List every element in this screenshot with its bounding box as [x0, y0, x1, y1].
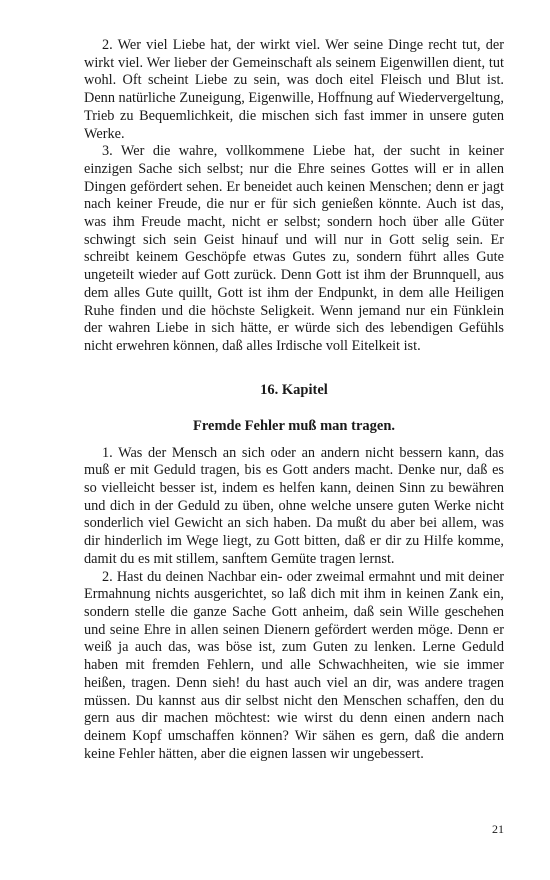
paragraph-1-patience: 1. Was der Mensch an sich oder an andern nicht bessern kann, das muß er mit Geduld tragen, bis es Gott anders macht. Denke nur, daß es so vielleicht besser ist, indem es helfen kann, deinen Sinn zu bewähren und dich in der Geduld zu üben, ohne welche unsere guten Werke nicht sonderlich viel Gewicht an sich haben. Da mußt du aber bei allem, was dir hinderlich im Wege liegt, zu Gott bitten, daß er dir zu Hilfe komme, damit du es mit stillem, sanftem Gemüte tragen lernst. [84, 444, 504, 567]
chapter-heading: 16. Kapitel [260, 381, 328, 398]
paragraph-2-love: 2. Wer viel Liebe hat, der wirkt viel. Wer seine Dinge recht tut, der wirkt viel. Wer lieber der Gemeinschaft als seinem Eigenwillen dient, tut wohl. Oft scheint Liebe zu sein, was doch eitel Fleisch und Blut ist. Denn natürliche Zuneigung, Eigenwille, Hoffnung auf Wiedervergeltung, Trieb zu Bequemlichkeit, die mischen sich fast immer in unsere guten Werke. [84, 37, 504, 142]
paragraph-3-true-love: 3. Wer die wahre, vollkommene Liebe hat, der sucht in keiner einzigen Sache sich selbst; nur die Ehre seines Gottes will er in allen Dingen gefördert sehen. Er beneidet auch keinen Menschen; denn er jagt nach keiner Freude, die nur er für sich genießen könnte. Auch ist das, was ihm Freude macht, nicht er selbst; sondern hoch über alle Güter schwingt sich sein Geist hinauf und will nur in Gott selig sein. Er schreibt keinem Geschöpfe etwas Gutes zu, sondern führt alles Gute ungeteilt wieder auf Gott zurück. Denn Gott ist ihm der Brunnquell, aus dem alles Gute quillt, Gott ist ihm der Endpunkt, in dem alle Heiligen Ruhe finden und die höchste Seligkeit. Wenn jemand nur ein Fünklein der wahren Liebe in sich hätte, er würde sich des lebendigen Gefühls nicht erwehren können, daß alles Irdische voll Eitelkeit ist. [84, 143, 504, 354]
chapter-title: Fremde Fehler muß man tragen. [192, 417, 396, 434]
page-number: 21 [492, 822, 504, 836]
paragraph-2-neighbor: 2. Hast du deinen Nachbar ein- oder zweimal ermahnt und mit deiner Ermahnung nichts ausgerichtet, so laß dich mit ihm in keinen Zank ein, sondern stelle die ganze Sache Gott anheim, daß sein Wille geschehen und seine Ehre in allen seinen Dienern gefördert werden möge. Denn er weiß ja auch das, was böse ist, zum Guten zu lenken. Lerne Geduld haben mit fremden Fehlern, und alle Schwachheiten, wie sie immer heißen, tragen. Denn sieh! du hast auch viel an dir, was andere tragen müssen. Du kannst aus dir selbst nicht den Menschen schaffen, den du gern aus dir machen möchtest: wie wirst du denn einen andern nach deinem Kopf umschaffen können? Wir sähen es gern, daß die andern keine Fehler hätten, aber die eignen lassen wir ungebessert. [84, 568, 504, 762]
